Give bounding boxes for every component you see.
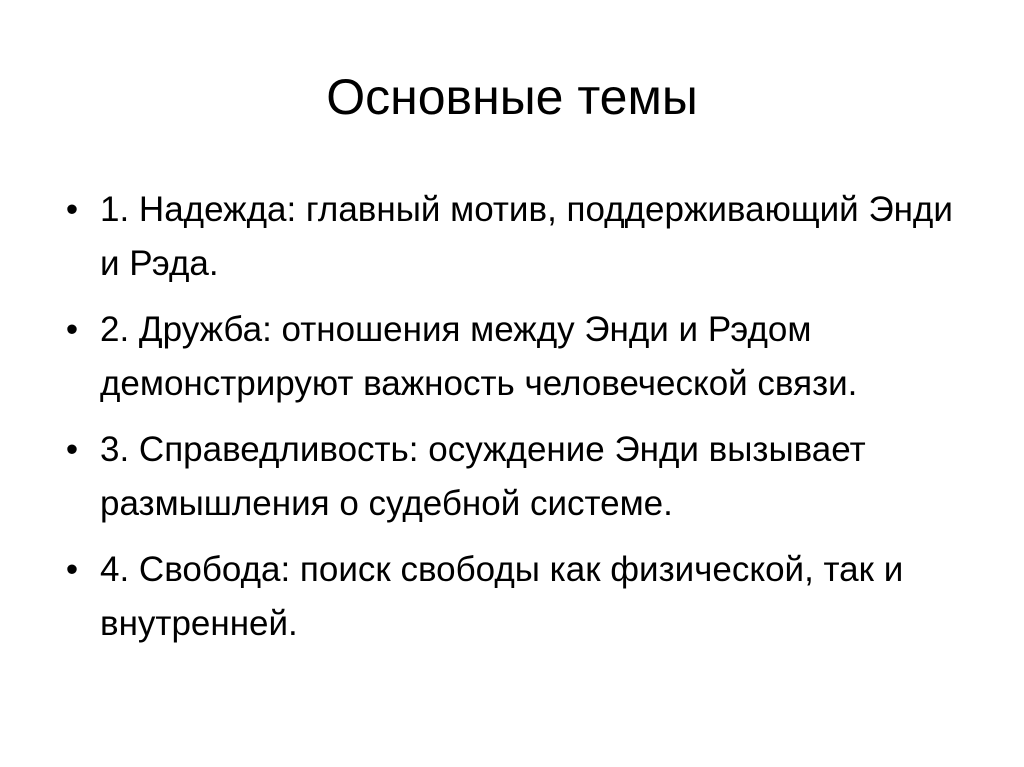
bullet-item-freedom [62,543,982,651]
bullet-dot-icon: • [65,310,79,349]
bullet-text: 1. Надежда: главный мотив, поддерживающий Энди и Рэда. [100,190,953,283]
bullet-dot-icon: • [65,430,79,469]
bullet-text: 4. Свобода: поиск свободы как физической, так и внутренней. [100,550,904,643]
bullet-item-hope [62,183,982,291]
bullet-item-friendship [62,303,982,411]
bullet-text: 2. Дружба: отношения между Энди и Рэдом демонстрируют важность человеческой связи. [100,310,858,403]
bullet-dot-icon: • [65,190,79,229]
slide-title: Основные темы [326,69,698,125]
bullet-dot-icon: • [65,550,79,589]
bullet-list [62,183,982,663]
bullet-item-justice [62,423,982,531]
bullet-text: 3. Справедливость: осуждение Энди вызывает размышления о судебной системе. [100,430,866,523]
